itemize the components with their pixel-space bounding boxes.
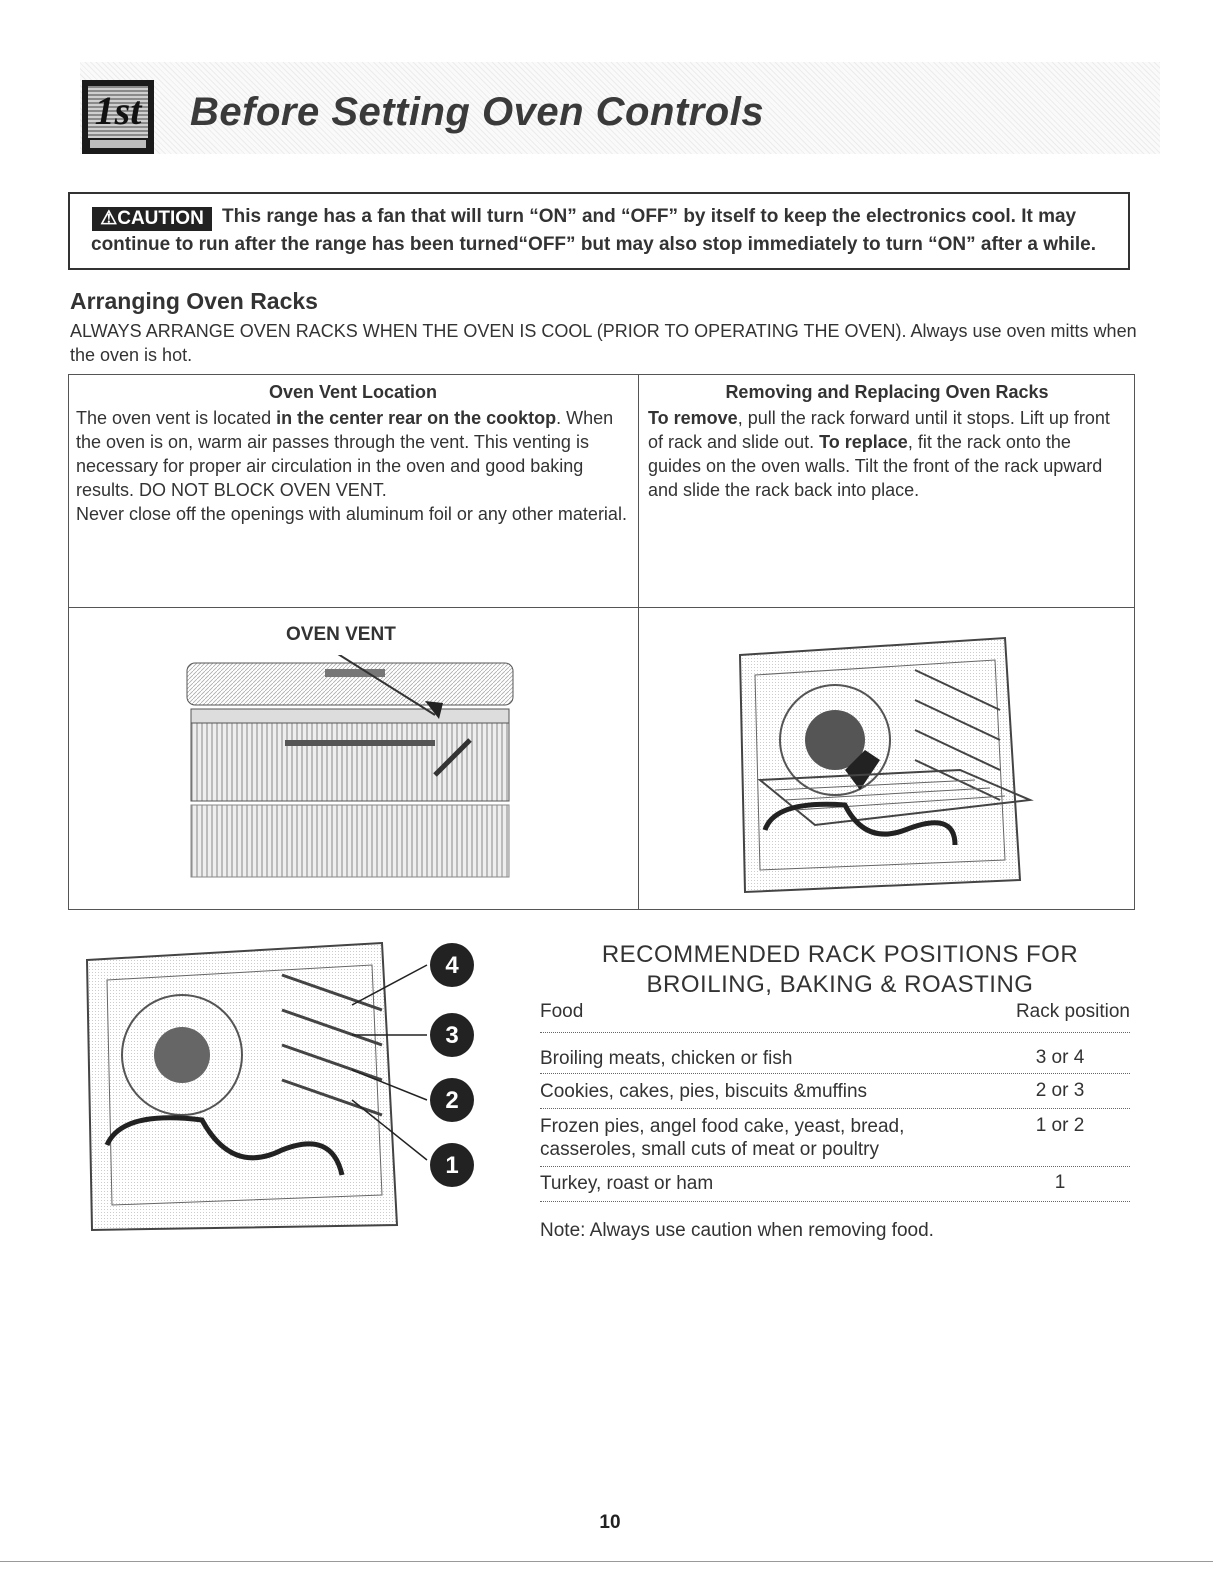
replace-label: To replace [819,432,908,452]
page-title: Before Setting Oven Controls [190,90,765,134]
table-divider [540,1108,1130,1109]
table-row-position: 1 or 2 [1035,1115,1085,1136]
rack-badge-4: 4 [445,952,459,979]
range-illustration [185,655,515,880]
remove-label: To remove [648,408,738,428]
racks-description [648,406,1124,502]
logo-text: 1st [94,88,142,133]
rack-positions-title-line-2: BROILING, BAKING & ROASTING [646,971,1034,998]
table-divider [540,1073,1130,1074]
grid-divider-vertical [638,374,639,910]
caution-text-line-1: This range has a fan that will turn “ON” and “OFF” by itself to keep the electronics cool. It may [222,206,1077,227]
vent-text-c: . When the oven is on, warm air passes through the vent. This venting is necessary for proper air circulation in the oven and good baking results. DO NOT BLOCK OVEN VENT. [76,408,614,500]
section-title: Arranging Oven Racks [70,288,318,314]
rack-badge-3: 3 [445,1022,459,1049]
table-row-food: Frozen pies, angel food cake, yeast, bread, casseroles, small cuts of meat or poultry [540,1116,905,1160]
page-number: 10 [599,1512,621,1533]
vent-warning: Never close off the openings with aluminum foil or any other material. [76,504,627,524]
vent-text-a: The oven vent is located [76,408,277,428]
logo-bar [90,140,146,148]
caution-note: Note: Always use caution when removing food. [540,1220,934,1241]
racks-heading: Removing and Replacing Oven Racks [725,382,1049,402]
table-divider [540,1166,1130,1167]
rack-positions-illustration [82,935,492,1235]
oven-vent-label: OVEN VENT [286,624,396,645]
table-row-food: Cookies, cakes, pies, biscuits &muffins [540,1081,868,1102]
vent-heading: Oven Vent Location [268,382,438,402]
caution-text-line-2: continue to run after the range has been turned“OFF” but may also stop immediately to turn “ON” after a while. [91,234,1097,255]
vent-description [76,406,628,526]
oven-rack-removal-illustration [735,630,1035,895]
rack-badge-2: 2 [445,1087,459,1114]
table-row-position: 2 or 3 [1035,1080,1085,1101]
table-divider [540,1032,1130,1033]
remove-text: , pull the rack forward until it stops. Lift up front of rack and slide out. [648,408,1110,452]
table-row-food: Broiling meats, chicken or fish [540,1048,793,1069]
vent-text-bold: in the center rear on the cooktop [276,408,557,428]
column-header-food: Food [540,1001,584,1022]
caution-badge: ⚠CAUTION [92,207,212,231]
intro-text: ALWAYS ARRANGE OVEN RACKS WHEN THE OVEN IS COOL (PRIOR TO OPERATING THE OVEN). Always use oven mitts when the oven is hot. [70,321,1137,365]
replace-text: , fit the rack onto the guides on the oven walls. Tilt the front of the rack upward and slide the rack back into place. [648,432,1103,500]
footer-line [0,1561,1213,1562]
table-divider [540,1201,1130,1202]
rack-positions-title-line-1: RECOMMENDED RACK POSITIONS FOR [601,941,1079,968]
table-row-food: Turkey, roast or ham [540,1173,714,1194]
table-row-position: 3 or 4 [1035,1047,1085,1068]
table-row-position: 1 [1054,1172,1066,1193]
caution-box [68,192,1130,270]
rack-badge-1: 1 [445,1152,459,1179]
rack-positions-title [560,940,1120,1000]
grid-divider-horizontal [68,607,1135,608]
column-header-rack-position: Rack position [1015,1001,1130,1022]
